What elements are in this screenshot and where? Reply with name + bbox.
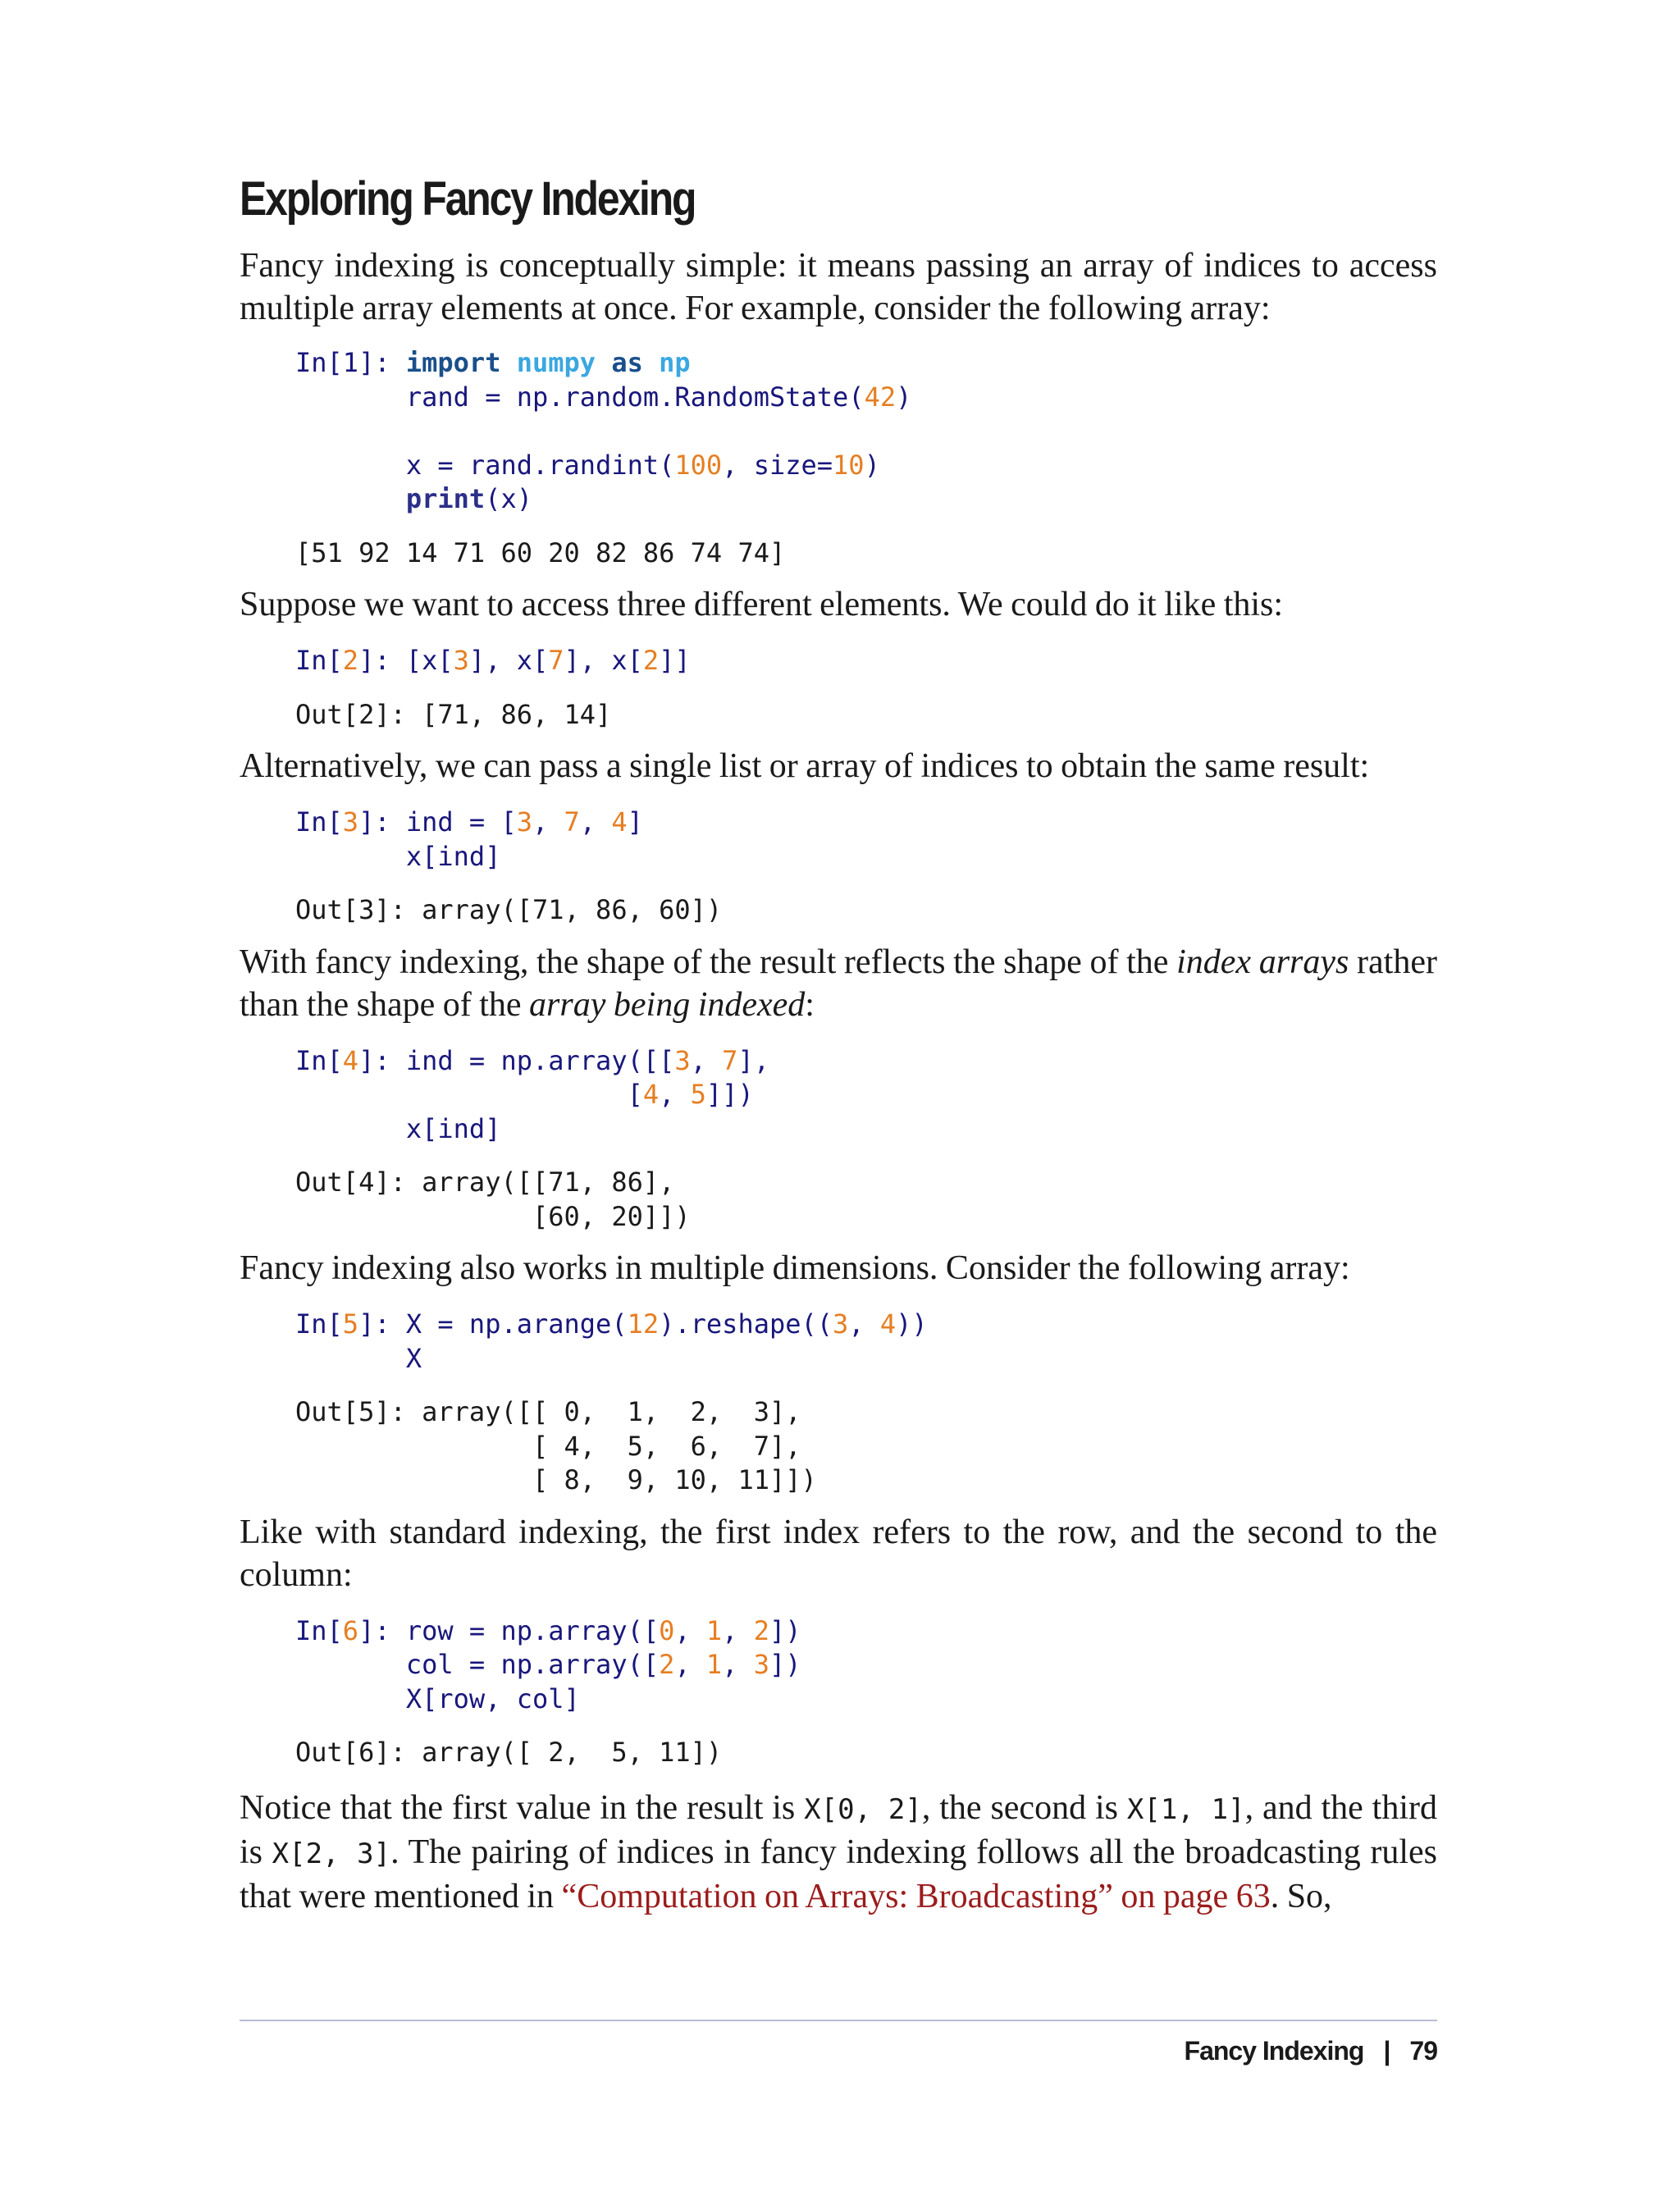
code-cell-4: In[4]: ind = np.array([[3, 7], [4, 5]]) x[ind]: [295, 1044, 769, 1144]
paragraph-multidim: Fancy indexing also works in multiple dimensions. Consider the following array:: [240, 1249, 1350, 1287]
code-builtin: print: [405, 483, 486, 514]
footer-rule: [240, 2020, 1437, 2021]
code-text: rand = np.random.RandomState(: [405, 381, 865, 413]
code-cell-1: [295, 346, 1437, 517]
inline-code: X[2, 3]: [272, 1837, 391, 1870]
code-keyword: as: [611, 347, 643, 378]
paragraph-alternative: Alternatively, we can pass a single list or array of indices to obtain the same result:: [240, 747, 1370, 785]
paragraph-intro: Fancy indexing is conceptually simple: it means passing an array of indices to access multiple array elements at once. For example, consider the following array:: [240, 247, 1437, 327]
code-cell-5: In[5]: X = np.arange(12).reshape((3, 4)) X: [295, 1308, 928, 1374]
page-content: [240, 164, 1437, 1918]
code-text: ): [864, 449, 880, 481]
cross-reference-link[interactable]: “Computation on Arrays: Broadcasting” on page 63: [561, 1877, 1271, 1915]
code-output-5: Out[5]: array([[ 0, 1, 2, 3], [ 4, 5, 6, 7], [ 8, 9, 10, 11]]): [295, 1396, 817, 1495]
code-text: x = rand.randint(: [405, 449, 675, 481]
section-heading: Exploring Fancy Indexing: [240, 172, 696, 226]
code-prompt: In[1]:: [295, 347, 406, 378]
code-text: ): [896, 381, 912, 413]
code-module: numpy: [516, 347, 596, 378]
code-number: 42: [864, 381, 897, 413]
inline-code: X[1, 1]: [1126, 1792, 1245, 1826]
paragraph-pairing: Notice that the first value in the result is X[0, 2], the second is X[1, 1], and the third is X[2, 3]. The pairing of indices in fancy indexing follows all the broadcasting rules that were mentioned in “Computation on Arrays: Broadcasting” on page 63. So,: [240, 1788, 1438, 1915]
code-number: 10: [833, 449, 865, 481]
code-output-1: [51 92 14 71 60 20 82 86 74 74]: [295, 536, 786, 568]
footer-separator: |: [1383, 2036, 1390, 2066]
code-cell-6: In[6]: row = np.array([0, 1, 2]) col = np.array([2, 1, 3]) X[row, col]: [295, 1614, 801, 1714]
footer-section-title: Fancy Indexing: [1184, 2036, 1364, 2066]
code-output-6: Out[6]: array([ 2, 5, 11]): [295, 1737, 723, 1768]
code-number: 100: [674, 449, 723, 481]
paragraph-shape: With fancy indexing, the shape of the result reflects the shape of the index arrays rather than the shape of the array being indexed:: [240, 943, 1437, 1024]
code-output-2: Out[2]: [71, 86, 14]: [295, 698, 612, 730]
emphasis-index-arrays: index arrays: [1176, 943, 1349, 981]
code-text: (x): [485, 483, 532, 514]
page-footer: [1185, 2026, 1437, 2075]
code-module: np: [659, 347, 691, 378]
inline-code: X[0, 2]: [804, 1792, 922, 1826]
code-cell-3: In[3]: ind = [3, 7, 4] x[ind]: [295, 806, 643, 872]
code-keyword: import: [405, 347, 501, 378]
code-output-3: Out[3]: array([71, 86, 60]): [295, 894, 723, 925]
emphasis-array-indexed: array being indexed: [529, 985, 806, 1024]
paragraph-row-column: Like with standard indexing, the first index refers to the row, and the second to the column:: [240, 1513, 1437, 1594]
page-number: 79: [1409, 2036, 1437, 2066]
code-text: , size=: [722, 449, 833, 481]
code-output-4: Out[4]: array([[71, 86], [60, 20]]): [295, 1166, 691, 1232]
code-cell-2: In[2]: [x[3], x[7], x[2]]: [295, 645, 691, 676]
paragraph-access-three: Suppose we want to access three different elements. We could do it like this:: [240, 586, 1284, 623]
